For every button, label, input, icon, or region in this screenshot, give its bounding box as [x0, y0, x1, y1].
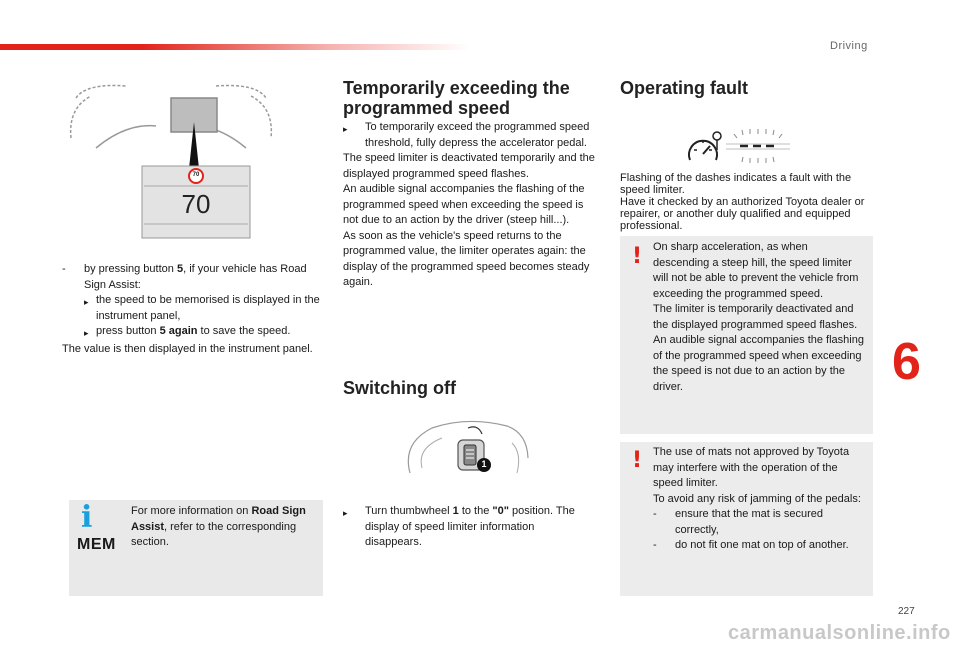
fault-para-2: Have it checked by an authorized Toyota dealer or repairer, or another duly qualified and equipped professional.	[620, 196, 865, 232]
callout-number: 1	[481, 459, 487, 469]
fault-para-1: Flashing of the dashes indicates a fault with the speed limiter.	[620, 172, 852, 196]
heading-switching-off: Switching off	[343, 378, 456, 398]
dash-item: - by pressing button 5, if your vehicle has Road Sign Assist:	[62, 263, 307, 291]
warning-text-acceleration: On sharp acceleration, as when descending a steep hill, the speed limiter will not be able to prevent the vehicle from exceeding the programmed speed. The limiter is temporarily deactivated and the displayed programmed speed flashes. An audible signal accompanies the flashing of the programmed speed when exceeding the speed is not due to an action by the driver.	[653, 241, 864, 393]
switch-off-bullet: ▸ Turn thumbwheel 1 to the "0" position. The display of speed limiter information disappears.	[343, 505, 575, 548]
mem-label: MEM	[77, 536, 116, 553]
chapter-number: 6	[892, 333, 921, 391]
fault-text	[620, 172, 875, 232]
sub-item-save: ▸ press button 5 again to save the speed.	[84, 325, 291, 338]
warning-icon: !	[632, 244, 643, 269]
info-text: For more information on Road Sign Assist, refer to the corresponding section.	[131, 505, 306, 548]
exceed-para-2: An audible signal accompanies the flashing of the programmed speed when exceeding the speed is not due to an action by the driver (steep hill...).	[343, 183, 585, 226]
exceed-bullet: ▸ To temporarily exceed the programmed speed threshold, fully depress the accelerator pedal.	[343, 121, 590, 149]
info-box	[69, 500, 323, 596]
warning-icon: !	[632, 448, 643, 473]
speed-limiter-fault-icon	[686, 128, 796, 166]
info-icon: i	[81, 500, 93, 535]
instrument-panel-illustration	[66, 78, 276, 243]
exceeding-text	[343, 120, 598, 291]
displayed-speed: 70	[181, 189, 211, 219]
speed-sign-value: 70	[192, 172, 200, 178]
header-accent-bar	[0, 44, 470, 50]
steering-thumbwheel-illustration	[402, 418, 532, 480]
heading-temporarily-exceeding: Temporarily exceeding the programmed speed	[343, 78, 570, 118]
exceed-para-3: As soon as the vehicle's speed returns to the programmed value, the limiter operates again: the display of the programmed speed becomes steady again.	[343, 229, 590, 288]
switching-off-text	[343, 504, 583, 551]
warning-box-acceleration	[620, 236, 873, 434]
watermark: carmanualsonline.info	[728, 622, 951, 644]
page-number: 227	[898, 606, 915, 617]
heading-operating-fault: Operating fault	[620, 78, 749, 98]
warning-box-mats	[620, 442, 873, 596]
warning-text-mats: The use of mats not approved by Toyota may interfere with the operation of the speed limiter. To avoid any risk of jamming of the pedals: - ensure that the mat is secured correctly, - do not fit one mat on top of another.	[653, 445, 866, 554]
result-paragraph: The value is then displayed in the instrument panel.	[62, 342, 313, 355]
sub-item-memorise: ▸ the speed to be memorised is displayed in the instrument panel,	[84, 294, 320, 322]
left-instructions	[62, 262, 324, 357]
mat-item-secured: - ensure that the mat is secured correctly,	[653, 508, 823, 536]
mat-item-no-stacking: - do not fit one mat on top of another.	[653, 539, 849, 551]
section-title: Driving	[830, 40, 868, 52]
exceed-para-1: The speed limiter is deactivated temporarily and the displayed programmed speed flashes.	[343, 152, 595, 180]
